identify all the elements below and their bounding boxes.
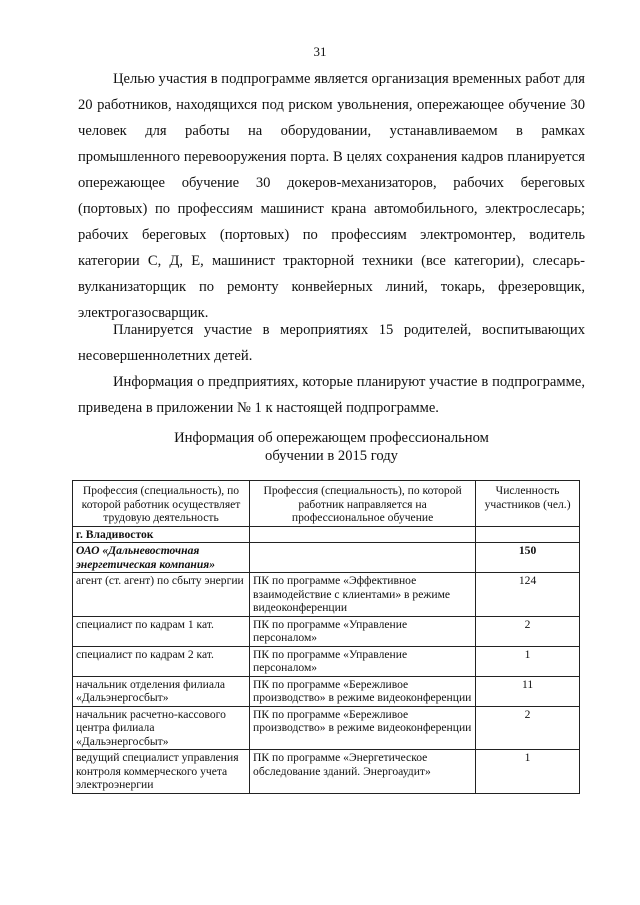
table-row-city	[73, 526, 580, 543]
header-participants: Численность участников (чел.)	[476, 481, 580, 527]
participants-cell: 124	[476, 573, 580, 617]
training-program-cell: ПК по программе «Бережливое производство» в режиме видеоконференции	[250, 676, 476, 706]
current-profession-cell: специалист по кадрам 1 кат.	[73, 616, 250, 646]
current-profession-cell: ведущий специалист управления контроля коммерческого учета электроэнергии	[73, 750, 250, 794]
participants-cell: 2	[476, 616, 580, 646]
participants-cell: 1	[476, 646, 580, 676]
current-profession-cell: специалист по кадрам 2 кат.	[73, 646, 250, 676]
training-program-cell: ПК по программе «Эффективное взаимодействие с клиентами» в режиме видеоконференции	[250, 573, 476, 617]
company-cell: ОАО «Дальневосточная энергетическая компания»	[73, 543, 250, 573]
city-cell: г. Владивосток	[73, 526, 250, 543]
table-row	[73, 646, 580, 676]
paragraph-1	[78, 66, 585, 326]
paragraph-2	[78, 317, 585, 369]
table-header-row	[73, 481, 580, 527]
participants-cell: 1	[476, 750, 580, 794]
empty-cell	[250, 526, 476, 543]
current-profession-cell: начальник расчетно-кассового центра филиала «Дальэнергосбыт»	[73, 706, 250, 750]
paragraph-1-text: Целью участия в подпрограмме является организация временных работ для 20 работников, находящихся под риском увольнения, опережающее обучение 30 человек для работы на оборудовании, устанавливаемом в рамках промышленного перевооружения порта. В целях сохранения кадров планируется опережающее обучение 30 докеров-механизаторов, рабочих береговых (портовых) по профессиям машинист крана автомобильного, электрослесарь; рабочих береговых (портовых) по профессиям электромонтер, водитель категории С, Д, Е, машинист тракторной техники (все категории), слесарь-вулканизаторщик по ремонту конвейерных линий, токарь, фрезеровщик, электрогазосварщик.	[78, 71, 585, 321]
participants-cell: 11	[476, 676, 580, 706]
empty-cell	[250, 543, 476, 573]
company-total-cell: 150	[476, 543, 580, 573]
page-number: 31	[313, 44, 327, 59]
training-table	[72, 480, 580, 794]
training-program-cell: ПК по программе «Энергетическое обследование зданий. Энергоаудит»	[250, 750, 476, 794]
table-title	[78, 429, 585, 465]
table-row	[73, 573, 580, 617]
empty-cell	[476, 526, 580, 543]
header-training-profession: Профессия (специальность), по которой работник направляется на профессиональное обучение	[250, 481, 476, 527]
training-program-cell: ПК по программе «Управление персоналом»	[250, 646, 476, 676]
training-program-cell: ПК по программе «Бережливое производство» в режиме видеоконференции	[250, 706, 476, 750]
participants-cell: 2	[476, 706, 580, 750]
table-row	[73, 676, 580, 706]
table-title-line-2: обучении в 2015 году	[265, 448, 398, 464]
paragraph-2-text: Планируется участие в мероприятиях 15 родителей, воспитывающих несовершеннолетних детей.	[78, 322, 585, 364]
training-program-cell: ПК по программе «Управление персоналом»	[250, 616, 476, 646]
table-row	[73, 706, 580, 750]
paragraph-3	[78, 369, 585, 421]
paragraph-3-text: Информация о предприятиях, которые планируют участие в подпрограмме, приведена в приложении № 1 к настоящей подпрограмме.	[78, 374, 585, 416]
table-row-company	[73, 543, 580, 573]
current-profession-cell: начальник отделения филиала «Дальэнергосбыт»	[73, 676, 250, 706]
table-title-line-1: Информация об опережающем профессиональном	[174, 430, 489, 446]
header-current-profession: Профессия (специальность), по которой работник осуществляет трудовую деятельность	[73, 481, 250, 527]
current-profession-cell: агент (ст. агент) по сбыту энергии	[73, 573, 250, 617]
table-row	[73, 750, 580, 794]
table-row	[73, 616, 580, 646]
